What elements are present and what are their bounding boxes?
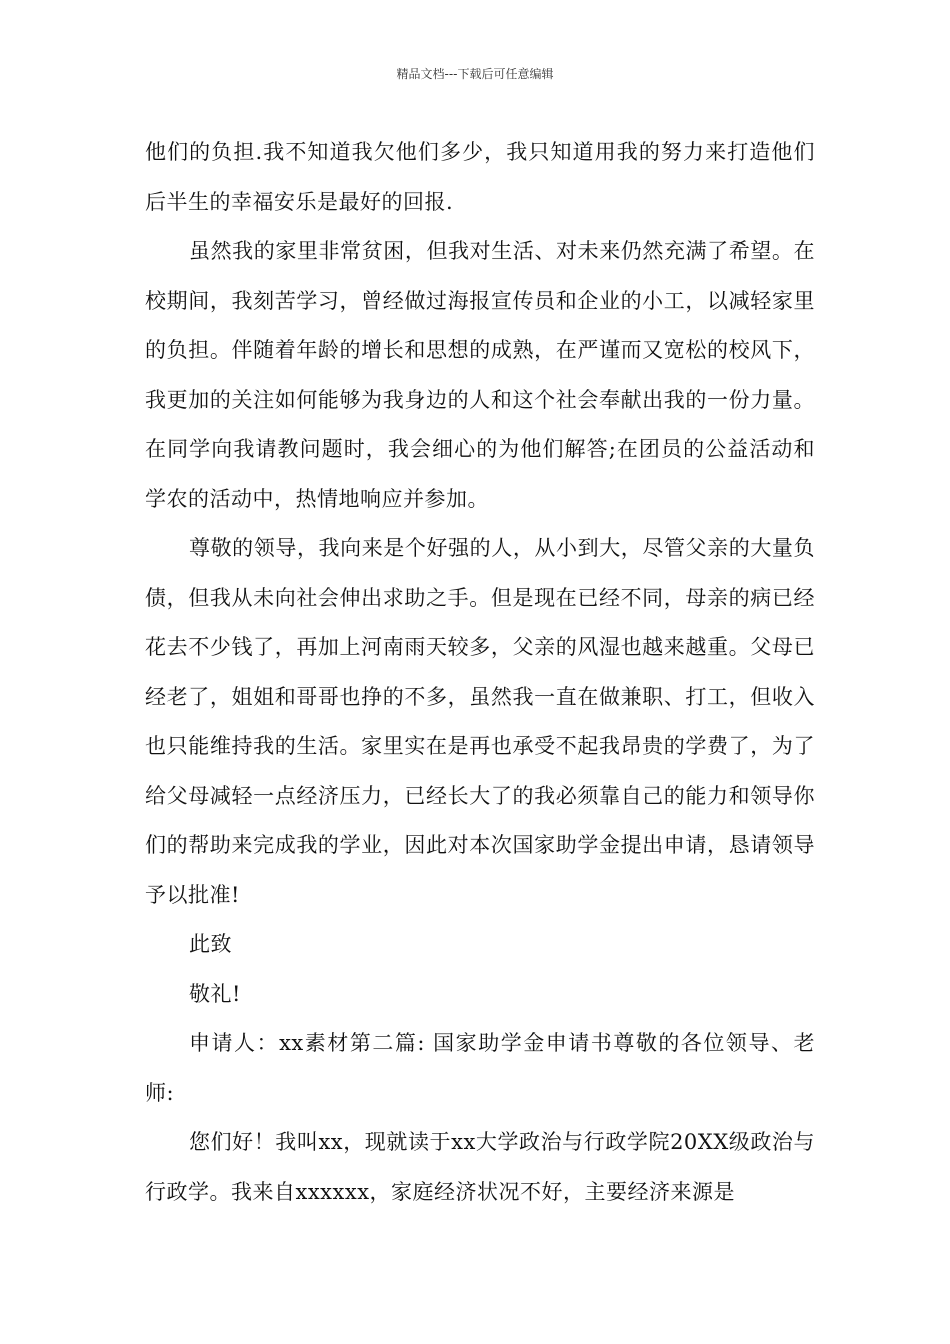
page-header: 精品文档---下载后可任意编辑	[396, 67, 554, 81]
paragraph-2: 虽然我的家里非常贫困，但我对生活、对未来仍然充满了希望。在校期间，我刻苦学习，曾经做过海报宣传员和企业的小工，以减轻家里的负担。伴随着年龄的增长和思想的成熟，在严谨而又宽松的校风下，我更加的关注如何能够为我身边的人和这个社会奉献出我的一份力量。在同学向我请教问题时，我会细心的为他们解答;在团员的公益活动和学农的活动中，热情地响应并参加。	[145, 239, 815, 511]
document-body	[145, 128, 815, 1217]
paragraph-1: 他们的负担.我不知道我欠他们多少，我只知道用我的努力来打造他们后半生的幸福安乐是最好的回报.	[145, 140, 815, 214]
paragraph-greeting: 您们好！我叫xx，现就读于xx大学政治与行政学院20XX级政治与行政学。我来自xxxxxx，家庭经济状况不好，主要经济来源是	[145, 1130, 815, 1204]
closing-regards: 敬礼!	[189, 981, 241, 1006]
paragraph-3: 尊敬的领导，我向来是个好强的人，从小到大，尽管父亲的大量负债，但我从未向社会伸出求助之手。但是现在已经不同，母亲的病已经花去不少钱了，再加上河南雨天较多，父亲的风湿也越来越重。父母已经老了，姐姐和哥哥也挣的不多，虽然我一直在做兼职、打工，但收入也只能维持我的生活。家里实在是再也承受不起我昂贵的学费了，为了给父母减轻一点经济压力，已经长大了的我必须靠自己的能力和领导你们的帮助来完成我的学业，因此对本次国家助学金提出申请，恳请领导予以批准!	[145, 536, 815, 907]
applicant-line: 申请人：xx素材第二篇: 国家助学金申请书尊敬的各位领导、老师:	[145, 1031, 815, 1105]
closing-salutation: 此致	[189, 932, 232, 956]
